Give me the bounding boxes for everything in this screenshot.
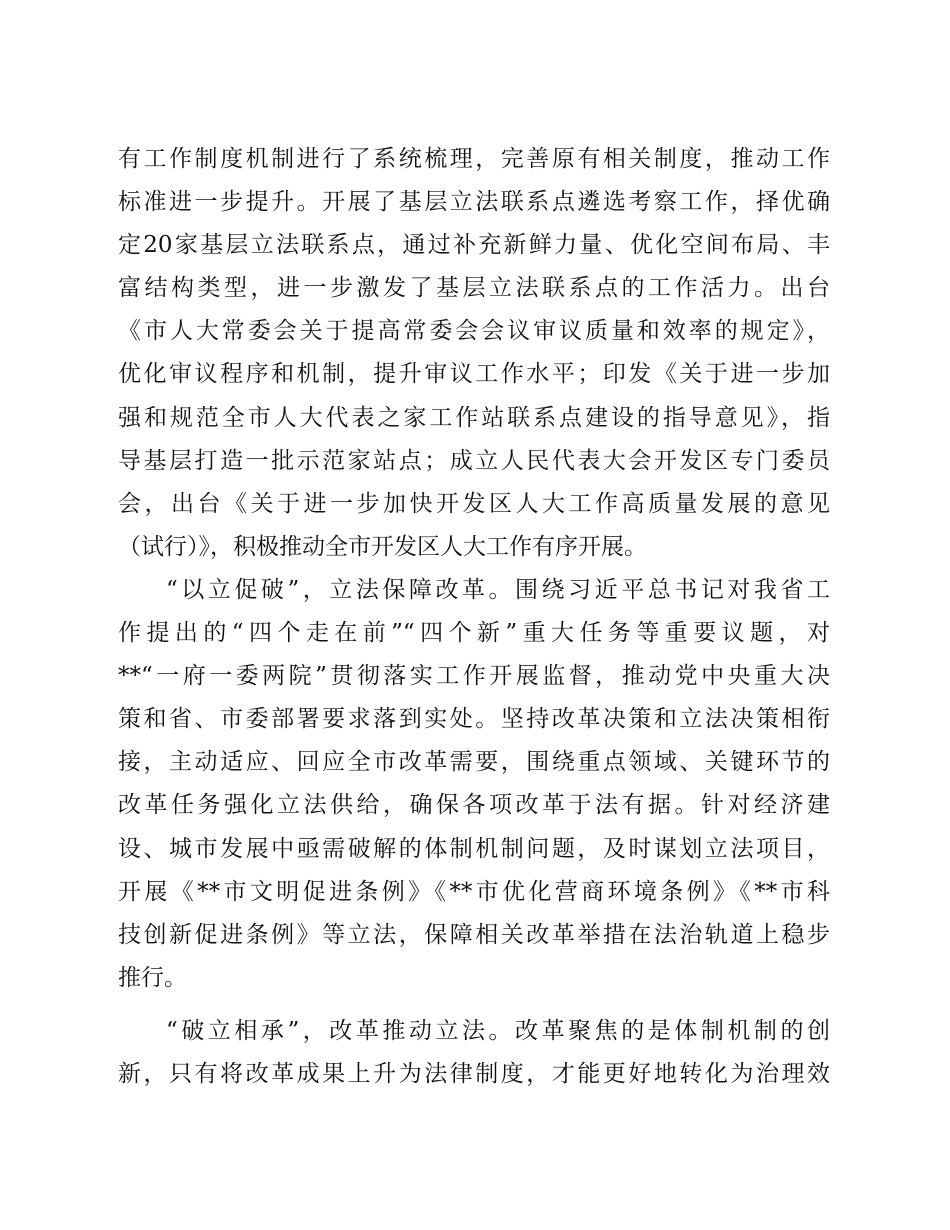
text-line: 强和规范全市人大代表之家工作站联系点建设的指导意见》，指 [118,404,830,431]
text-line: 设、城市发展中亟需破解的体制机制问题，及时谋划立法项目， [118,835,830,862]
text-line: 标准进一步提升。开展了基层立法联系点遴选考察工作，择优确 [118,189,830,216]
text-line: “以立促破”，立法保障改革。围绕习近平总书记对我省工 [166,576,830,603]
text-line: 定20家基层立法联系点，通过补充新鲜力量、优化空间布局、丰 [118,232,830,259]
text-line: 策和省、市委部署要求落到实处。坚持改革决策和立法决策相衔 [118,706,830,733]
text-line: 推行。 [118,964,187,991]
text-line: “破立相承”，改革推动立法。改革聚焦的是体制机制的创 [166,1017,830,1044]
paragraph-3 [118,1010,830,1096]
text-line: 新，只有将改革成果上升为法律制度，才能更好地转化为治理效 [118,1060,830,1087]
text-line: **“一府一委两院”贯彻落实工作开展监督，推动党中央重大决 [118,663,830,690]
paragraph-1 [118,138,830,569]
document-body [118,138,830,1096]
text-line: 开展《**市文明促进条例》《**市优化营商环境条例》《**市科 [118,878,830,905]
text-line: 导基层打造一批示范家站点；成立人民代表大会开发区专门委员 [118,447,830,474]
paragraph-2 [118,569,830,1000]
text-line: 《市人大常委会关于提高常委会会议审议质量和效率的规定》， [118,318,830,345]
text-line: 接，主动适应、回应全市改革需要，围绕重点领域、关键环节的 [118,749,830,776]
paragraph-spacer [118,1000,830,1010]
text-line: （试行）》，积极推动全市开发区人大工作有序开展。 [118,533,647,560]
text-line: 优化审议程序和机制，提升审议工作水平；印发《关于进一步加 [118,361,830,388]
text-line: 富结构类型，进一步激发了基层立法联系点的工作活力。出台 [118,275,830,302]
text-line: 技创新促进条例》等立法，保障相关改革举措在法治轨道上稳步 [118,921,830,948]
text-line: 改革任务强化立法供给，确保各项改革于法有据。针对经济建 [118,792,830,819]
text-line: 作提出的“四个走在前”“四个新”重大任务等重要议题，对 [118,620,830,647]
text-line: 有工作制度机制进行了系统梳理，完善原有相关制度，推动工作 [118,146,830,172]
text-line: 会，出台《关于进一步加快开发区人大工作高质量发展的意见 [118,490,830,517]
